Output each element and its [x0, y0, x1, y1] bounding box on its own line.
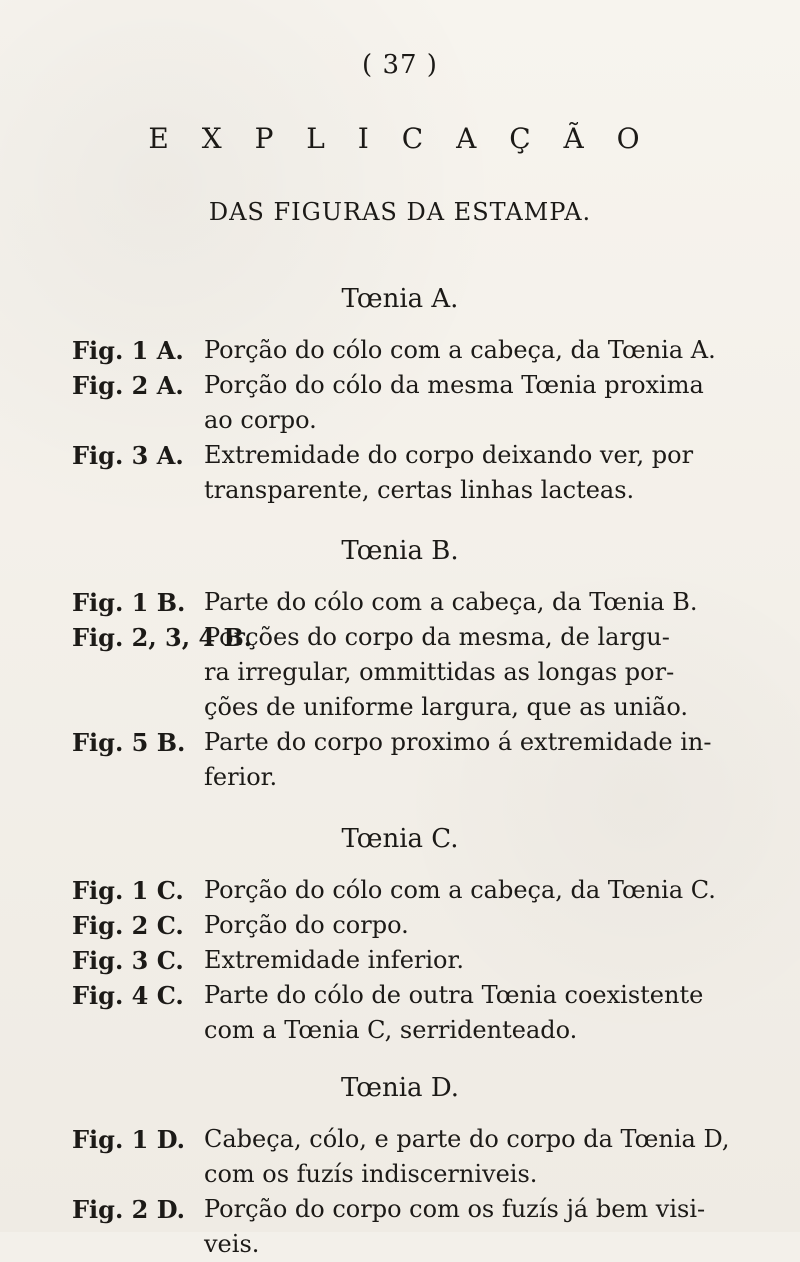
fig-description: Parte do corpo proximo á extremidade in- ferior.: [204, 728, 712, 791]
fig-label: Fig. 1 D.: [72, 1125, 186, 1154]
fig-label: Fig. 5 B.: [72, 728, 186, 757]
fig-description: Parte do cólo com a cabeça, da Tœnia B.: [204, 588, 698, 616]
page-number: ( 37 ): [362, 50, 438, 80]
fig-label: Fig. 2, 3, 4 B.: [72, 623, 253, 652]
entry-fig-2a: [72, 368, 732, 438]
entry-fig-1a: [72, 333, 732, 368]
entry-fig-2c: [72, 908, 732, 943]
fig-description: Porção do corpo.: [204, 911, 409, 939]
fig-description: Extremidade inferior.: [204, 946, 464, 974]
entry-row: [72, 368, 732, 438]
fig-label: Fig. 3 A.: [72, 441, 184, 470]
fig-label: Fig. 2 D.: [72, 1195, 186, 1224]
fig-label: Fig. 1 B.: [72, 588, 186, 617]
fig-label: Fig. 2 C.: [72, 911, 184, 940]
entry-fig-2d: [72, 1192, 732, 1262]
entry-row: [72, 1122, 732, 1192]
fig-label: Fig. 1 A.: [72, 336, 184, 365]
entry-fig-2-3-4b: [72, 620, 732, 725]
page-heading: E X P L I C A Ç Ã O: [148, 122, 652, 155]
fig-description: Extremidade do corpo deixando ver, por transparente, certas linhas lacteas.: [204, 441, 694, 504]
section-title-d: Tœnia D.: [340, 1073, 460, 1103]
fig-description: Porção do cólo da mesma Tœnia proxima ao corpo.: [204, 371, 704, 434]
fig-label: Fig. 4 C.: [72, 981, 184, 1010]
fig-label: Fig. 1 C.: [72, 876, 184, 905]
entry-fig-4c: [72, 978, 732, 1048]
entry-row: [72, 725, 732, 795]
section-title-a: Tœnia A.: [341, 284, 459, 314]
entry-fig-1c: [72, 873, 732, 908]
section-title-c: Tœnia C.: [341, 824, 459, 854]
entry-row: [72, 620, 732, 725]
entry-fig-5b: [72, 725, 732, 795]
entry-row: [72, 873, 732, 908]
entry-row: [72, 585, 732, 620]
fig-description: Parte do cólo de outra Tœnia coexistente com a Tœnia C, serridenteado.: [204, 981, 704, 1044]
entry-row: [72, 978, 732, 1048]
fig-description: Cabeça, cólo, e parte do corpo da Tœnia D, com os fuzís indiscerniveis.: [204, 1125, 730, 1188]
fig-description: Porção do corpo com os fuzís já bem visi- veis.: [204, 1195, 706, 1258]
entry-fig-1d: [72, 1122, 732, 1192]
entry-row: [72, 438, 732, 508]
entry-row: [72, 908, 732, 943]
fig-description: Porção do cólo com a cabeça, da Tœnia C.: [204, 876, 716, 904]
fig-label: Fig. 2 A.: [72, 371, 184, 400]
fig-label: Fig. 3 C.: [72, 946, 184, 975]
entry-fig-3c: [72, 943, 732, 978]
fig-description: Porções do corpo da mesma, de largu- ra irregular, ommittidas as longas por- ções de uniforme largura, que as união.: [204, 623, 688, 721]
entry-fig-3a: [72, 438, 732, 508]
entry-row: [72, 333, 732, 368]
entry-fig-1b: [72, 585, 732, 620]
entry-row: [72, 943, 732, 978]
entry-row: [72, 1192, 732, 1262]
page-subheading: DAS FIGURAS DA ESTAMPA.: [208, 198, 592, 226]
section-title-b: Tœnia B.: [341, 536, 459, 566]
fig-description: Porção do cólo com a cabeça, da Tœnia A.: [204, 336, 716, 364]
